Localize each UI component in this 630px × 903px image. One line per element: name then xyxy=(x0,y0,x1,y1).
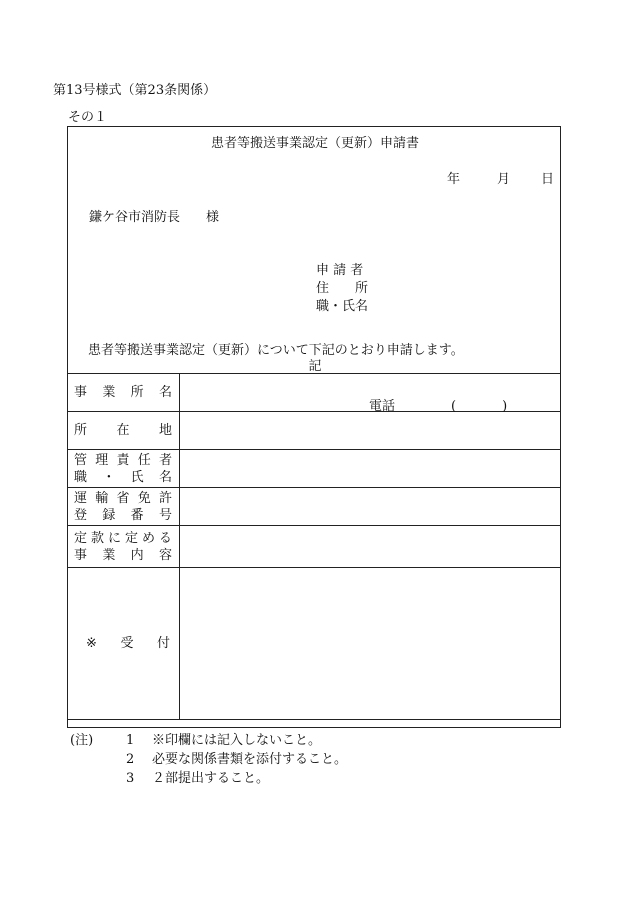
label-char: 番 xyxy=(130,507,144,523)
date-month-label: 月 xyxy=(496,172,510,187)
applicant-address-label: 住 所 xyxy=(316,281,369,296)
notes xyxy=(70,731,347,788)
label-char: 省 xyxy=(116,490,130,506)
label-char: 事 xyxy=(74,547,88,563)
note-number: 3 xyxy=(126,771,135,786)
label-char: 者 xyxy=(158,452,172,468)
label-char: 内 xyxy=(130,547,144,563)
phone-paren-close: ) xyxy=(502,399,508,414)
label-char: 定 xyxy=(74,530,88,546)
note-text: 必要な関係書類を添付すること。 xyxy=(152,752,348,767)
application-statement: 患者等搬送事業認定（更新）について下記のとおり申請します。 xyxy=(88,343,464,358)
row-label xyxy=(68,450,180,488)
applicant-label: 申 請 者 xyxy=(316,263,364,278)
form-part-label: その１ xyxy=(68,110,108,125)
label-char: 地 xyxy=(158,423,172,438)
row-label xyxy=(68,488,180,526)
label-char: 理 xyxy=(95,452,109,468)
label-char: 付 xyxy=(156,636,170,651)
label-char: 名 xyxy=(158,469,172,485)
note-row xyxy=(70,750,347,769)
row-value-field[interactable] xyxy=(180,526,561,568)
business-content-row xyxy=(68,526,561,568)
reception-row xyxy=(68,568,561,720)
label-char: 所 xyxy=(130,385,144,400)
row-value-field[interactable] xyxy=(180,488,561,526)
label-char: 受 xyxy=(120,636,134,651)
label-char: 款 xyxy=(90,530,104,546)
row-value-field[interactable] xyxy=(180,568,561,720)
label-char: 業 xyxy=(102,385,116,400)
label-char: 在 xyxy=(116,423,130,438)
note-text: ２部提出すること。 xyxy=(152,771,270,786)
note-row xyxy=(70,731,347,750)
row-label-line xyxy=(74,530,172,547)
details-table xyxy=(67,373,561,720)
label-char: 号 xyxy=(158,507,172,523)
notes-header: (注) xyxy=(70,733,94,748)
form-title: 患者等搬送事業認定（更新）申請書 xyxy=(210,136,419,151)
label-char: め xyxy=(141,530,155,546)
label-char: 録 xyxy=(102,507,116,523)
row-label-line xyxy=(86,635,170,652)
label-char: 容 xyxy=(158,547,172,563)
label-char: る xyxy=(158,530,172,546)
label-char: 運 xyxy=(74,490,88,506)
label-char: 管 xyxy=(74,452,88,468)
note-number: 1 xyxy=(126,733,135,748)
row-label-line xyxy=(74,452,172,469)
label-char: 業 xyxy=(102,547,116,563)
label-char: 定 xyxy=(124,530,138,546)
label-char: ・ xyxy=(102,469,116,485)
label-char: 責 xyxy=(116,452,130,468)
business-name-row xyxy=(68,374,561,412)
row-label-line xyxy=(74,490,172,507)
row-label xyxy=(68,526,180,568)
location-row xyxy=(68,412,561,450)
row-label-line xyxy=(74,469,172,486)
applicant-name-label: 職・氏名 xyxy=(316,299,369,314)
label-char: ※ xyxy=(86,636,97,651)
manager-row xyxy=(68,450,561,488)
applicant-block xyxy=(316,262,368,316)
label-char: 任 xyxy=(137,452,151,468)
row-label-line xyxy=(74,507,172,524)
application-form xyxy=(67,126,561,728)
phone-paren-open: ( xyxy=(451,399,457,414)
row-label xyxy=(68,568,180,720)
label-char: 職 xyxy=(74,469,88,485)
date-year-label: 年 xyxy=(446,172,460,187)
label-char: 免 xyxy=(137,490,151,506)
row-label xyxy=(68,374,180,412)
form-number-label: 第13号様式（第23条関係） xyxy=(53,83,217,98)
row-value-field[interactable] xyxy=(180,374,561,412)
row-label-line xyxy=(74,547,172,564)
row-label-line xyxy=(74,422,172,439)
label-char: 事 xyxy=(74,385,88,400)
label-char: 許 xyxy=(158,490,172,506)
addressee: 鎌ケ谷市消防長 様 xyxy=(89,210,220,225)
ki-heading: 記 xyxy=(308,359,322,374)
label-char: 登 xyxy=(74,507,88,523)
label-char: 名 xyxy=(158,385,172,400)
license-row xyxy=(68,488,561,526)
row-label xyxy=(68,412,180,450)
label-char: に xyxy=(107,530,121,546)
date-day-label: 日 xyxy=(540,172,554,187)
row-label-line xyxy=(74,384,172,401)
label-char: 所 xyxy=(74,423,88,438)
note-text: ※印欄には記入しないこと。 xyxy=(152,733,322,748)
note-row xyxy=(70,769,347,788)
label-char: 輸 xyxy=(95,490,109,506)
row-value-field[interactable] xyxy=(180,450,561,488)
row-value-field[interactable] xyxy=(180,412,561,450)
label-char: 氏 xyxy=(130,469,144,485)
note-number: 2 xyxy=(126,752,135,767)
phone-label: 電話 xyxy=(369,399,396,414)
date-line xyxy=(447,168,554,187)
